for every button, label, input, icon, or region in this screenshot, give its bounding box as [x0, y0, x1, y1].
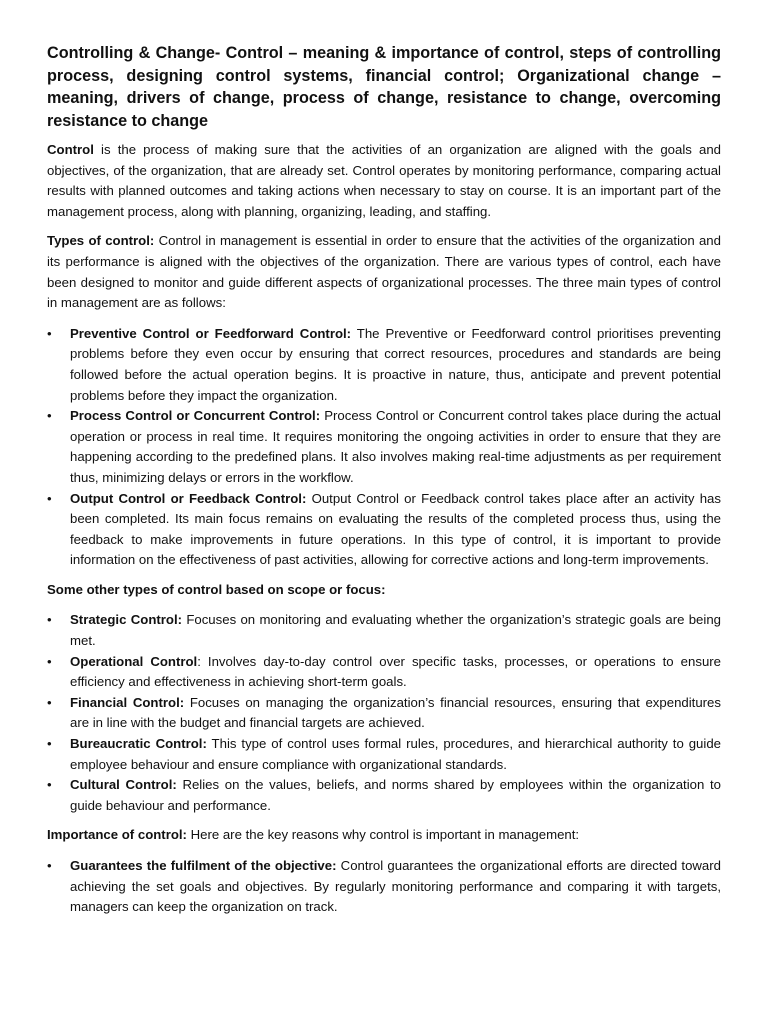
importance-list [47, 856, 721, 918]
other-types-list [47, 610, 721, 816]
list-item-term: Process Control or Concurrent Control: [70, 408, 321, 424]
other-types-heading: Some other types of control based on scope or focus: [47, 581, 386, 597]
intro-text: is the process of making sure that the activities of an organization are aligned with the goals and objectives, of the organization, that are already set. Control operates by monitoring performance, comparing actual results with planned outcomes and taking actions when necessary to stay on course. It is an important part of the management process, along with planning, organizing, leading, and staffing. [47, 142, 721, 219]
list-item [47, 406, 721, 488]
list-item-term: Cultural Control: [70, 777, 177, 793]
bullet-icon: • [47, 736, 52, 752]
list-item-term: Preventive Control or Feedforward Control: [70, 325, 352, 341]
bullet-icon: • [47, 694, 52, 710]
list-item-term: Strategic Control: [70, 612, 183, 628]
document-title: Controlling & Change- Control – meaning & importance of control, steps of controlling process, designing control systems, financial control; Organizational change – meaning, drivers of change, process of change, resistance to change, overcoming resistance to change [47, 44, 721, 130]
list-item-term: Bureaucratic Control: [70, 736, 207, 752]
types-text: Control in management is essential in order to ensure that the activities of the organization and its performance is aligned with the objectives of the organization. There are various types of control, each have been designed to monitor and guide different aspects of organizational processes. The three main types of control in management are as follows: [47, 233, 721, 311]
bullet-icon: • [47, 612, 52, 628]
list-item-text: : Involves day-to-day control over specific tasks, processes, or operations to ensure efficiency and effectiveness in achieving short-term goals. [70, 653, 722, 690]
list-item-text: Relies on the values, beliefs, and norms shared by employees within the organization to guide behaviour and performance. [70, 777, 721, 813]
list-item [47, 324, 721, 406]
list-item-term: Output Control or Feedback Control: [70, 490, 307, 506]
list-item [47, 489, 721, 571]
bullet-icon: • [47, 490, 52, 506]
bullet-icon: • [47, 858, 52, 873]
list-item [47, 734, 721, 775]
list-item-text: The Preventive or Feedforward control prioritises preventing problems before they even occur by ensuring that correct resources, procedures and standards are being followed before the actual operation begins. It is proactive in nature, thus, anticipate and prevent potential problems before they impact the organization. [70, 325, 721, 403]
list-item [47, 610, 721, 651]
list-item-term: Guarantees the fulfilment of the objective: [70, 858, 337, 873]
list-item-term: Financial Control: [70, 694, 185, 710]
types-heading: Types of control: [47, 233, 155, 249]
list-item [47, 856, 721, 918]
list-item [47, 775, 721, 816]
list-item-text: Focuses on monitoring and evaluating whether the organization’s strategic goals are being met. [70, 612, 721, 649]
list-item-text: Focuses on managing the organization’s financial resources, ensuring that expenditures are in line with the budget and financial targets are achieved. [70, 694, 721, 731]
bullet-icon: • [47, 325, 52, 341]
list-item-text: Output Control or Feedback control takes place after an activity has been completed. Its main focus remains on evaluating the results of the completed process thus, using the feedback to make improvements in future operations. In this type of control, it is important to provide information on the effectiveness of past activities, allowing for corrective actions and long-term improvements. [70, 490, 721, 568]
bullet-icon: • [47, 653, 52, 669]
importance-heading: Importance of control: [47, 827, 187, 843]
other-types-paragraph [47, 580, 721, 601]
bullet-icon: • [47, 408, 52, 424]
intro-paragraph [47, 140, 721, 222]
list-item [47, 652, 721, 693]
list-item-text: This type of control uses formal rules, procedures, and hierarchical authority to guide employee behaviour and ensure compliance with organizational standards. [70, 736, 721, 772]
list-item-term: Operational Control [70, 653, 198, 669]
bullet-icon: • [47, 777, 52, 793]
list-item-text: Control guarantees the organizational efforts are directed toward achieving the set goals and objectives. By regularly monitoring performance and comparing it with targets, managers can keep the organization on track. [70, 858, 721, 915]
main-types-list [47, 324, 721, 571]
importance-paragraph [47, 825, 721, 846]
intro-term: Control [47, 142, 94, 157]
document-page [47, 42, 721, 927]
importance-text: Here are the key reasons why control is important in management: [186, 827, 580, 843]
list-item [47, 693, 721, 734]
types-paragraph [47, 231, 721, 313]
list-item-text: Process Control or Concurrent control takes place during the actual operation or process in real time. It requires monitoring the ongoing activities in order to ensure that they are happening according to the predefined plans. It also involves making real-time adjustments as per requirement thus, minimizing delays or errors in the workflow. [70, 408, 721, 485]
